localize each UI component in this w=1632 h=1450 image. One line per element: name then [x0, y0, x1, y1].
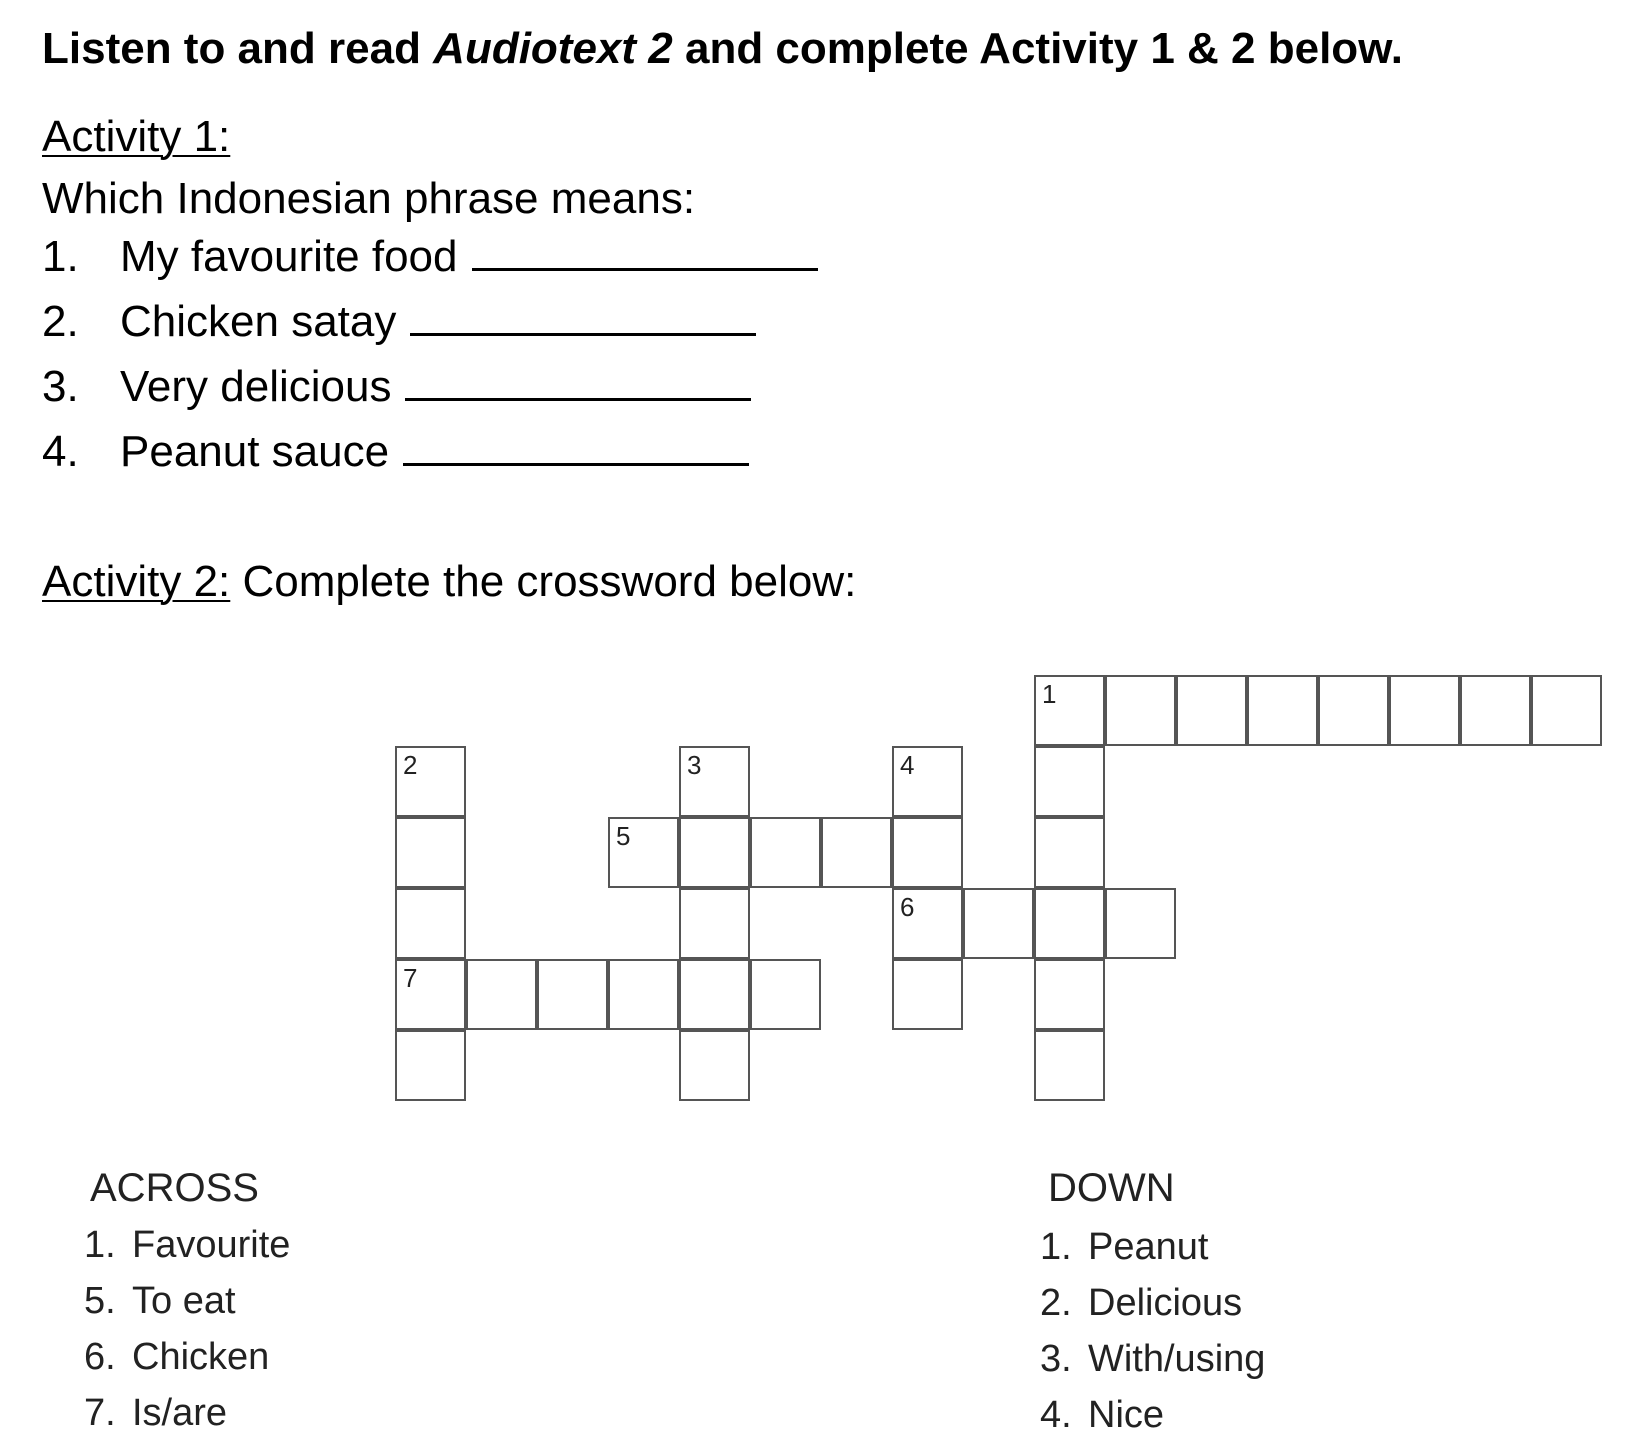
- down-clue: [1040, 1338, 1265, 1394]
- across-clue: [84, 1224, 290, 1280]
- cell-number: 6: [900, 892, 915, 922]
- audiotext-title: Audiotext 2: [433, 24, 673, 73]
- activity-1-list: [42, 232, 818, 492]
- clue-number: 6.: [84, 1336, 116, 1378]
- answer-blank[interactable]: [405, 364, 751, 401]
- crossword-cell[interactable]: [395, 888, 466, 959]
- crossword-cell[interactable]: [679, 817, 750, 888]
- activity-2-text: Complete the crossword below:: [230, 557, 857, 606]
- crossword-cell[interactable]: [395, 817, 466, 888]
- crossword-cell[interactable]: [1531, 675, 1602, 746]
- crossword-cell[interactable]: [466, 959, 537, 1030]
- down-clue: [1040, 1226, 1265, 1282]
- question-number: 2.: [42, 297, 79, 346]
- crossword-cell[interactable]: [1105, 888, 1176, 959]
- activity-2-heading: [42, 557, 856, 607]
- crossword-cell[interactable]: [608, 817, 679, 888]
- down-clue: [1040, 1394, 1265, 1450]
- clue-number: 2.: [1040, 1282, 1072, 1324]
- down-clue: [1040, 1282, 1265, 1338]
- clue-number: 5.: [84, 1280, 116, 1322]
- crossword-cell[interactable]: [1034, 746, 1105, 817]
- heading-text-start: Listen to and read: [42, 24, 434, 73]
- crossword-cell[interactable]: [750, 959, 821, 1030]
- down-heading: DOWN: [1048, 1166, 1175, 1210]
- clue-text: Chicken: [132, 1336, 270, 1378]
- question-item: [42, 427, 818, 492]
- crossword-cell[interactable]: [1176, 675, 1247, 746]
- crossword-cell[interactable]: [679, 746, 750, 817]
- across-clue: [84, 1392, 290, 1448]
- clue-text: Peanut: [1088, 1226, 1209, 1268]
- question-item: [42, 232, 818, 297]
- activity-1-label: Activity 1:: [42, 112, 231, 161]
- question-number: 3.: [42, 362, 79, 411]
- crossword-cell[interactable]: [1247, 675, 1318, 746]
- heading-text-end: and complete Activity 1 & 2 below.: [672, 24, 1404, 73]
- crossword-cell[interactable]: [1389, 675, 1460, 746]
- question-item: [42, 362, 818, 427]
- crossword-cell[interactable]: [1034, 817, 1105, 888]
- crossword-cell[interactable]: [679, 959, 750, 1030]
- crossword-cell[interactable]: [750, 817, 821, 888]
- answer-blank[interactable]: [410, 299, 756, 336]
- cell-number: 5: [616, 821, 631, 851]
- cell-number: 7: [403, 963, 418, 993]
- clue-number: 7.: [84, 1392, 116, 1434]
- crossword-cell[interactable]: [892, 888, 963, 959]
- crossword-cell[interactable]: [608, 959, 679, 1030]
- clue-number: 1.: [84, 1224, 116, 1266]
- instructions-heading: [42, 24, 1403, 74]
- question-text: Chicken satay: [120, 297, 397, 346]
- activity-1-question: Which Indonesian phrase means:: [42, 174, 696, 223]
- answer-blank[interactable]: [472, 234, 818, 271]
- crossword-cell[interactable]: [537, 959, 608, 1030]
- crossword-cell[interactable]: [892, 817, 963, 888]
- crossword-cell[interactable]: [395, 959, 466, 1030]
- crossword-cell[interactable]: [395, 746, 466, 817]
- crossword-cell[interactable]: [1034, 1030, 1105, 1101]
- across-heading: ACROSS: [90, 1166, 259, 1210]
- crossword-cell[interactable]: [821, 817, 892, 888]
- question-text: Very delicious: [120, 362, 392, 411]
- clue-number: 3.: [1040, 1338, 1072, 1380]
- crossword-cell[interactable]: [1034, 675, 1105, 746]
- crossword-cell[interactable]: [395, 1030, 466, 1101]
- crossword-cell[interactable]: [679, 1030, 750, 1101]
- activity-2-label: Activity 2:: [42, 557, 231, 606]
- crossword-cell[interactable]: [892, 959, 963, 1030]
- cell-number: 2: [403, 750, 418, 780]
- clue-text: Delicious: [1088, 1282, 1243, 1324]
- clue-text: Nice: [1088, 1394, 1165, 1436]
- crossword-cell[interactable]: [963, 888, 1034, 959]
- question-item: [42, 297, 818, 362]
- crossword-cell[interactable]: [1318, 675, 1389, 746]
- crossword-cell[interactable]: [892, 746, 963, 817]
- cell-number: 4: [900, 750, 915, 780]
- answer-blank[interactable]: [403, 429, 749, 466]
- crossword-cell[interactable]: [1460, 675, 1531, 746]
- clue-text: Favourite: [132, 1224, 291, 1266]
- clue-text: Is/are: [132, 1392, 228, 1434]
- clue-number: 4.: [1040, 1394, 1072, 1436]
- clue-number: 1.: [1040, 1226, 1072, 1268]
- cell-number: 1: [1042, 679, 1057, 709]
- across-clue: [84, 1280, 290, 1336]
- crossword-cell[interactable]: [1034, 959, 1105, 1030]
- crossword-cell[interactable]: [1034, 888, 1105, 959]
- question-number: 1.: [42, 232, 79, 281]
- cell-number: 3: [687, 750, 702, 780]
- question-text: My favourite food: [120, 232, 458, 281]
- clue-text: To eat: [132, 1280, 236, 1322]
- question-number: 4.: [42, 427, 79, 476]
- crossword-cell[interactable]: [1105, 675, 1176, 746]
- clue-text: With/using: [1088, 1338, 1266, 1380]
- down-clues: [1040, 1226, 1265, 1450]
- question-text: Peanut sauce: [120, 427, 390, 476]
- across-clue: [84, 1336, 290, 1392]
- across-clues: [84, 1224, 290, 1448]
- crossword-cell[interactable]: [679, 888, 750, 959]
